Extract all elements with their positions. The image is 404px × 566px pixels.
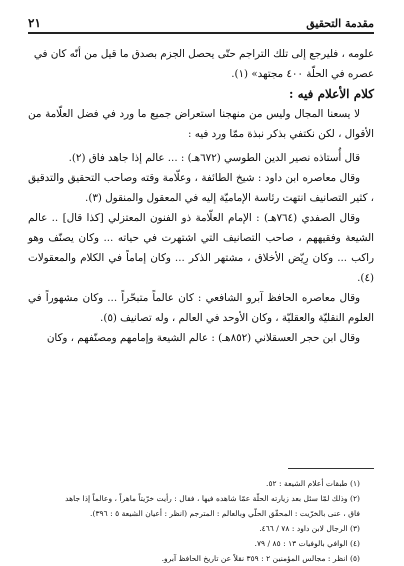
section-title: كلام الأعلام فيه : — [289, 87, 374, 101]
footnote-rule — [288, 468, 374, 469]
footnotes — [28, 476, 374, 566]
page-number: ٢١ — [28, 16, 41, 30]
header-title: مقدمة التحقيق — [306, 17, 374, 30]
footnote-2-continued: فاق ، عنى بالخرّيت : المحقّق الحلّي وبالعالم : المترجم (انظر : أعيان الشيعة ٥ : ٣٩٦). — [90, 509, 360, 518]
footnote-2: (٢) وذلك لمّا سئل بعد زيارته الحلّة عمّا شاهده فيها ، فقال : رأيت خرّيتاً ماهراً ، وعالماً إذا جاهد — [65, 494, 360, 503]
footnote-3: (٣) الرجال لابن داود : ٧٨ / ٤٦٦. — [259, 524, 360, 533]
header-rule — [28, 32, 374, 34]
running-header — [28, 10, 374, 30]
paragraph-abru: وقال معاصره الحافظ آبرو الشافعي : كان عالماً متبحّراً ... وكان مشهوراً في العلوم النقليّة والعقليّة ، وكان الأوحد في العالم ، وله تصانيف (٥). — [28, 292, 374, 324]
main-text — [28, 44, 374, 348]
footnote-4: (٤) الوافي بالوفيات ١٣ : ٨٥ / ٧٩. — [254, 539, 360, 548]
intro-line-1: علومه ، فليرجع إلى تلك التراجم حتّى يحصل الجزم بصدق ما قيل من أنّه كان في — [33, 48, 374, 60]
intro-line-2: عصره في الحلّة ٤٠٠ مجتهد» (١). — [231, 68, 374, 80]
paragraph-tusi: قال أُستاذه نصير الدين الطوسي (٦٧٢هـ) : ... عالم إذا جاهد فاق (٢). — [68, 152, 360, 164]
paragraph-ibn-dawud: وقال معاصره ابن داود : شيخ الطائفة ، وعلّامة وقته وصاحب التحقيق والتدقيق ، كثير التصانيف انتهت رئاسة الإماميّة إليه في المعقول والمنقول (٣). — [28, 172, 374, 204]
paragraph-intro: لا يسعنا المجال وليس من منهجنا استعراض جميع ما ورد في فضل العلّامة من الأقوال ، لكن نكتفي بذكر نبذة ممّا ورد فيه : — [28, 108, 374, 140]
footnote-5: (٥) انظر : مجالس المؤمنين ٢ : ٣٥٩ نقلاً عن تاريخ الحافظ آبرو. — [161, 554, 360, 563]
paragraph-ibn-hajar: وقال ابن حجر العسقلاني (٨٥٢هـ) : عالم الشيعة وإمامهم ومصنّفهم ، وكان — [46, 332, 360, 344]
paragraph-safadi: وقال الصفدي (٧٦٤هـ) : الإمام العلّامة ذو الفنون المعتزلي [كذا قال] .. عالم الشيعة وفقيههم ، صاحب التصانيف التي اشتهرت في حياته ... وكان يصنّف وهو راكب ... وكان رِيّض الأخلاق ، مشتهر الذكر ... وكان إماماً في الكلام والمعقولات (٤). — [28, 212, 374, 284]
footnote-1: (١) طبقات أعلام الشيعة : ٥٢. — [266, 479, 360, 488]
